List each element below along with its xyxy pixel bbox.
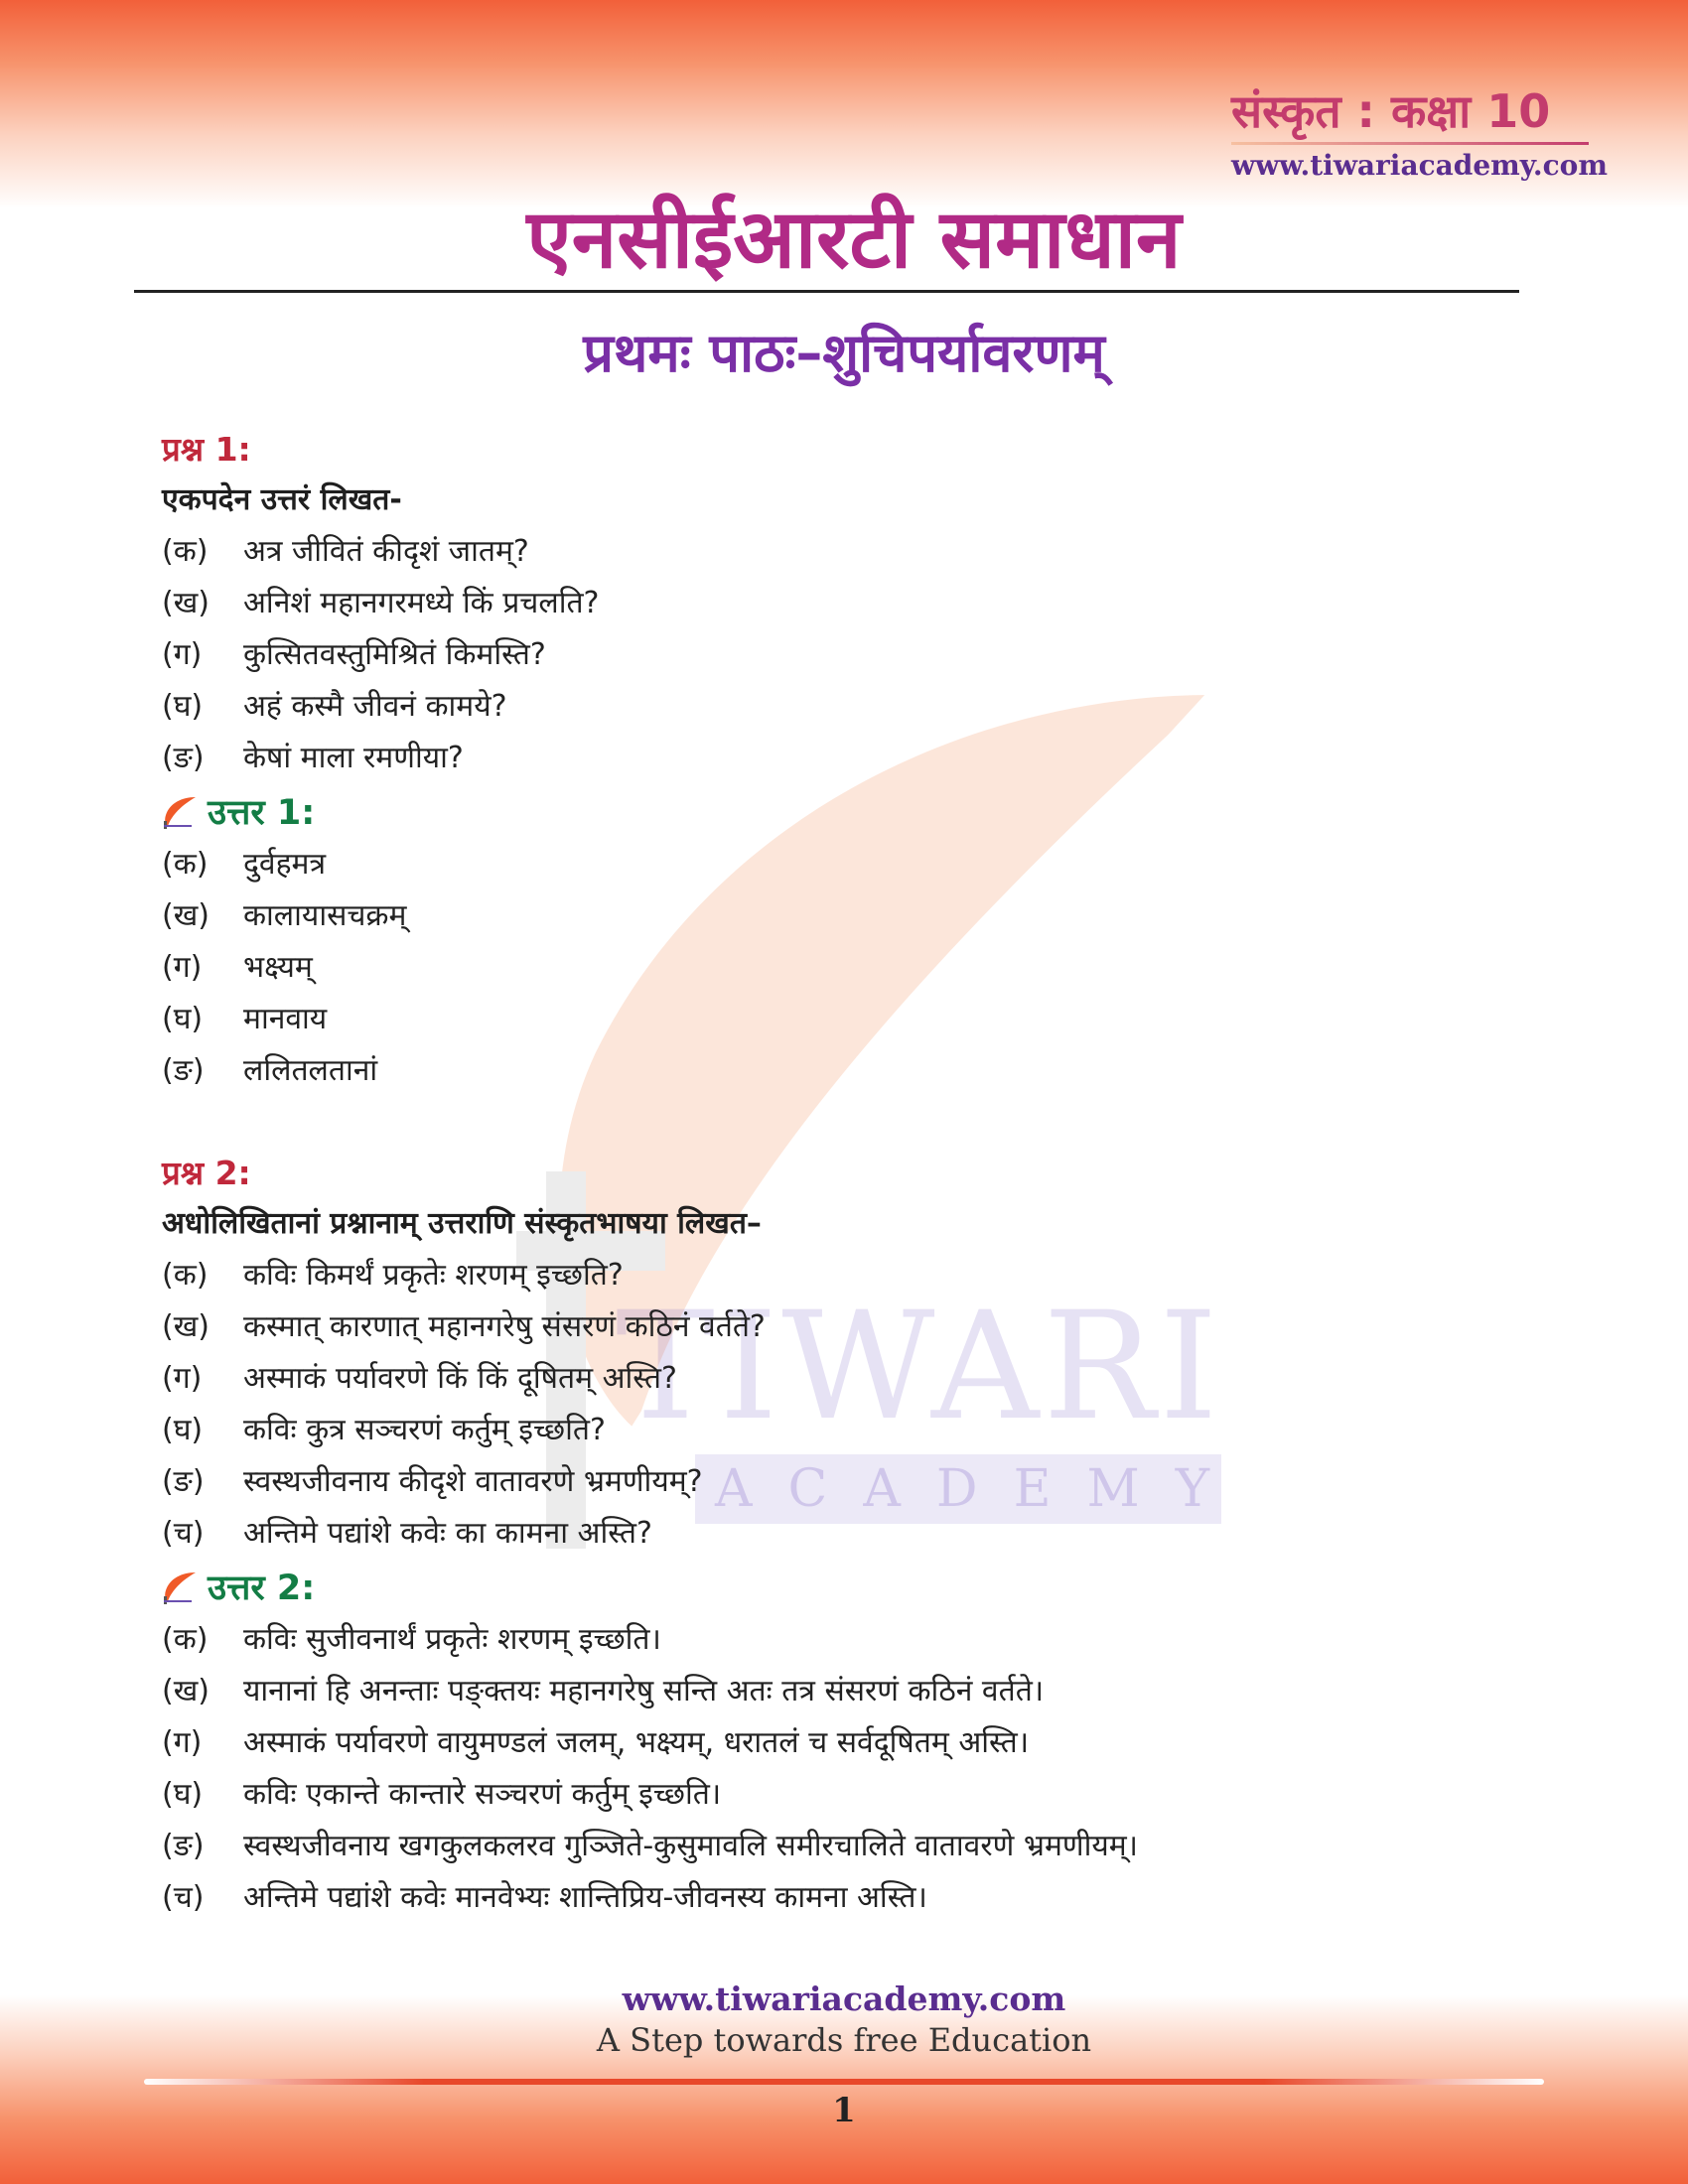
- item-text: दुर्वहमत्र: [243, 847, 327, 882]
- question-item: [162, 1301, 1532, 1353]
- item-text: कस्मात् कारणात् महानगरेषु संसरणं कठिनं वर्तते?: [243, 1309, 766, 1344]
- footer-tagline: A Step towards free Education: [596, 2021, 1092, 2059]
- item-text: मानवाय: [243, 1002, 328, 1036]
- question-item: [162, 1250, 1532, 1301]
- answer-item: [162, 1717, 1532, 1769]
- answer-heading: उत्तर 1:: [208, 793, 316, 833]
- question-item: [162, 629, 1532, 681]
- footer-website-link[interactable]: www.tiwariacademy.com: [622, 1979, 1066, 2018]
- item-text: अन्तिमे पद्यांशे कवेः मानवेभ्यः शान्तिप्रिय-जीवनस्य कामना अस्ति।: [243, 1880, 927, 1915]
- item-label: (ख): [162, 586, 210, 620]
- item-label: (घ): [162, 1413, 204, 1447]
- item-label: (घ): [162, 1777, 204, 1812]
- answer-item: [162, 1872, 1532, 1924]
- item-label: (ख): [162, 898, 210, 933]
- question-item: [162, 1456, 1532, 1508]
- item-text: यानानां हि अनन्ताः पङ्क्तयः महानगरेषु सन्ति अतः तत्र संसरणं कठिनं वर्तते।: [243, 1674, 1045, 1708]
- header-website-link[interactable]: www.tiwariacademy.com: [1231, 149, 1608, 182]
- question-heading: प्रश्न 1:: [162, 430, 251, 469]
- answer-item: [162, 1666, 1532, 1717]
- question-item: [162, 526, 1532, 578]
- item-label: (क): [162, 1622, 209, 1657]
- watermark-subtext: ACADEMY: [715, 1459, 1246, 1519]
- item-text: स्वस्थजीवनाय कीदृशे वातावरणे भ्रमणीयम्?: [243, 1464, 703, 1499]
- item-label: (ख): [162, 1309, 210, 1344]
- item-label: (च): [162, 1516, 205, 1551]
- answer-item: [162, 1821, 1532, 1872]
- item-text: अन्तिमे पद्यांशे कवेः का कामना अस्ति?: [243, 1516, 652, 1551]
- answer-item: [162, 890, 1532, 942]
- item-text: कालायासचक्रम्: [243, 898, 407, 933]
- question-block-2: [162, 1149, 1532, 1560]
- item-label: (क): [162, 1258, 209, 1293]
- item-label: (ग): [162, 950, 203, 985]
- answer-block-2: [162, 1560, 1532, 1924]
- answer-item: [162, 1614, 1532, 1666]
- subject-class-label: संस्कृत : कक्षा 10: [1231, 84, 1551, 138]
- question-item: [162, 733, 1532, 784]
- question-item: [162, 1353, 1532, 1405]
- question-item: [162, 681, 1532, 733]
- feather-icon: [162, 795, 198, 829]
- item-text: ललितलतानां: [243, 1053, 378, 1088]
- item-text: कविः कुत्र सञ्चरणं कर्तुम् इच्छति?: [243, 1413, 606, 1447]
- item-label: (घ): [162, 689, 204, 724]
- item-label: (ङ): [162, 1829, 205, 1863]
- page-number: 1: [832, 2091, 856, 2130]
- watermark-text: TIWARI: [616, 1281, 1222, 1453]
- answer-item: [162, 1769, 1532, 1821]
- item-text: अहं कस्मै जीवनं कामये?: [243, 689, 507, 724]
- item-text: अस्माकं पर्यावरणे किं किं दूषितम् अस्ति?: [243, 1361, 677, 1396]
- question-item: [162, 578, 1532, 629]
- answer-item: [162, 839, 1532, 890]
- item-text: अनिशं महानगरमध्ये किं प्रचलति?: [243, 586, 600, 620]
- item-text: कविः एकान्ते कान्तारे सञ्चरणं कर्तुम् इच्छति।: [243, 1777, 722, 1812]
- question-block-1: [162, 425, 1532, 784]
- title-divider: [134, 290, 1519, 293]
- item-label: (ग): [162, 637, 203, 672]
- item-text: अत्र जीवितं कीदृशं जातम्?: [243, 534, 529, 569]
- page-title: एनसीईआरटी समाधान: [526, 193, 1182, 287]
- answer-item: [162, 1045, 1532, 1097]
- item-label: (ङ): [162, 1053, 205, 1088]
- question-instruction: अधोलिखितानां प्रश्नानाम् उत्तराणि संस्कृतभाषया लिखत–: [162, 1206, 762, 1241]
- item-label: (ख): [162, 1674, 210, 1708]
- item-text: भक्ष्यम्: [243, 950, 313, 985]
- section-spacer: [162, 1097, 1532, 1149]
- subject-underline: [1231, 142, 1589, 145]
- question-item: [162, 1405, 1532, 1456]
- item-text: कविः किमर्थं प्रकृतेः शरणम् इच्छति?: [243, 1258, 624, 1293]
- item-label: (क): [162, 847, 209, 882]
- item-label: (च): [162, 1880, 205, 1915]
- item-label: (ङ): [162, 1464, 205, 1499]
- question-item: [162, 1508, 1532, 1560]
- answer-item: [162, 942, 1532, 994]
- item-label: (घ): [162, 1002, 204, 1036]
- item-label: (क): [162, 534, 209, 569]
- item-text: अस्माकं पर्यावरणे वायुमण्डलं जलम्, भक्ष्यम्, धरातलं च सर्वदूषितम् अस्ति।: [243, 1725, 1030, 1760]
- item-label: (ग): [162, 1361, 203, 1396]
- item-label: (ङ): [162, 741, 205, 775]
- answer-heading: उत्तर 2:: [208, 1569, 316, 1608]
- main-content: [162, 425, 1532, 1924]
- item-text: केषां माला रमणीया?: [243, 741, 464, 775]
- item-text: स्वस्थजीवनाय खगकुलकलरव गुञ्जिते-कुसुमावलि समीरचालिते वातावरणे भ्रमणीयम्।: [243, 1829, 1139, 1863]
- answer-item: [162, 994, 1532, 1045]
- item-text: कविः सुजीवनार्थं प्रकृतेः शरणम् इच्छति।: [243, 1622, 661, 1657]
- chapter-title: प्रथमः पाठः–शुचिपर्यावरणम्: [583, 322, 1105, 384]
- question-instruction: एकपदेन उत्तरं लिखत-: [162, 482, 402, 517]
- footer-divider: [144, 2079, 1544, 2085]
- question-heading: प्रश्न 2:: [162, 1154, 251, 1192]
- item-label: (ग): [162, 1725, 203, 1760]
- feather-icon: [162, 1570, 198, 1604]
- item-text: कुत्सितवस्तुमिश्रितं किमस्ति?: [243, 637, 546, 672]
- answer-block-1: [162, 784, 1532, 1097]
